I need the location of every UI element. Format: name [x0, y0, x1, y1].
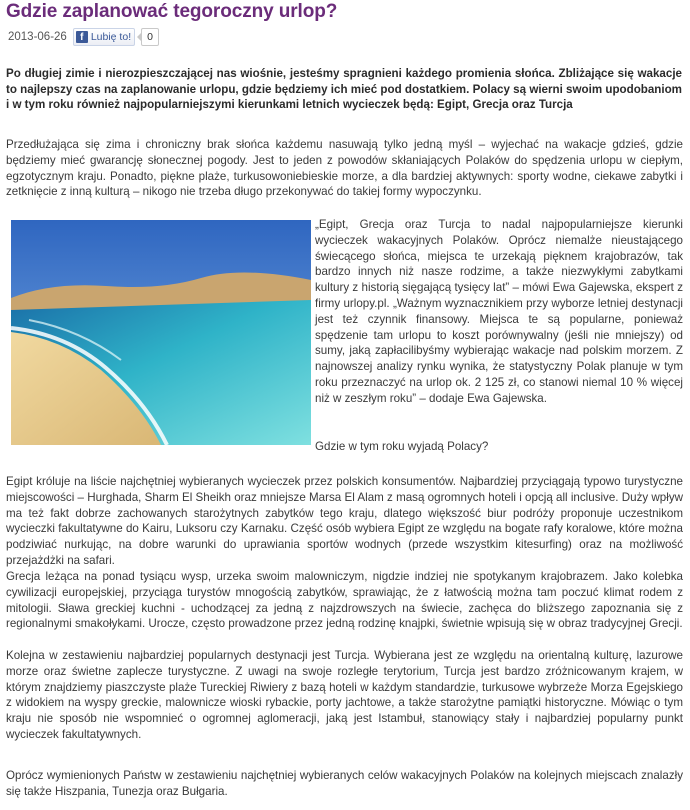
- like-label: Lubię to!: [90, 31, 132, 43]
- turkey-paragraph: Kolejna w zestawieniu najbardziej popularnych destynacji jest Turcja. Wybierana jest ze względu na orientalną kulturę, lazurowe morze oraz świetne zaplecze turystyczne. Z uwagi na swoje rozległe terytorium, Turcja jest bardzo zróżnicowanym krajem, w którym znajdziemy piaszczyste plaże Tureckiej Riwiery z bazą hoteli w każdym standardzie, turkusowe wybrzeże Morza Egejskiego z widokiem na wyspy greckie, malownicze wioski rybackie, porty jachtowe, a także starożytne pamiątki historyczne. Mówiąc o tym kraju nie sposób nie wspomnieć o ogromnej aglomeracji, jaką jest Istambuł, stanowiący stały i najbardziej popularny punkt wycieczek fakultatywnych.: [6, 649, 683, 741]
- section-question: Gdzie w tym roku wyjadą Polacy?: [315, 440, 489, 453]
- publish-date: 2013-06-26: [8, 31, 67, 43]
- like-count: 0: [141, 28, 159, 46]
- article-lead: Po długiej zimie i nierozpieszczającej nas wiośnie, jesteśmy spragnieni każdego promienia słońca. Zbliżające się wakacje to najlepszy czas na zaplanowanie urlopu, gdzie będziemy ich mieć pod dostatkiem. Polacy są wierni swoim upodobaniom i w tym roku również najpopularniejszymi kierunkami letnich wycieczek będą: Egipt, Grecja oraz Turcja: [6, 67, 682, 111]
- article-title[interactable]: Gdzie zaplanować tegoroczny urlop?: [6, 1, 338, 22]
- egypt-paragraph: Egipt króluje na liście najchętniej wybieranych wycieczek przez polskich konsumentów. Najbardziej przyciągają typowo turystyczne miejscowości – Hurghada, Sharm El Sheikh oraz mniejsze Marsa El Alam z masą ogromnych hoteli i opcją all inclusive. Duży wpływ ma też fakt dobrze zachowanych starożytnych zabytków tego kraju, dlatego większość biur podróży proponuje uczestnikom wycieczki fakultatywne do Kairu, Luksoru czy Karnaku. Część osób wybiera Egipt ze względu na bogate rafy koralowe, które można podziwiać nurkując, na dobre warunki do uprawiania sportów wodnych (przede wszystkim kitesurfing) oraz na możliwość przejażdżki na safari.: [6, 475, 683, 567]
- facebook-like-button[interactable]: [73, 28, 135, 46]
- facebook-icon: f: [76, 31, 88, 43]
- article-meta: [8, 27, 159, 47]
- closing-paragraph: Oprócz wymienionych Państw w zestawieniu najchętniej wybieranych celów wakacyjnych Polaków na kolejnych miejscach znalazły się także Hiszpania, Tunezja oraz Bułgaria.: [6, 769, 683, 798]
- beach-photo: [11, 220, 311, 445]
- intro-paragraph: Przedłużająca się zima i chroniczny brak słońca każdemu nasuwają tylko jedną myśl – wyjechać na wakacje gdzieś, gdzie będziemy mieć gwarancję słonecznej pogody. Jest to jeden z powodów skłaniających Polaków do spędzenia urlopu w ciepłym, egzotycznym kraju. Ponadto, piękne plaże, turkusowoniebieskie morze, a dla bardziej aktywnych: sporty wodne, ciekawe zabytki i zetknięcie z inną kulturą – nikogo nie trzeba długo przekonywać do takiej formy wypoczynku.: [6, 138, 683, 199]
- greece-paragraph: Grecja leżąca na ponad tysiącu wysp, urzeka swoim malowniczym, nigdzie indziej nie spotykanym krajobrazem. Jako kolebka cywilizacji europejskiej, przyciąga turystów mnogością zabytków, sprawiając, że z łatwością można tam poczuć klimat rodem z mitologii. Sława greckiej kuchni - uchodzącej za jedną z najzdrowszych na świecie, zachęca do bliższego zapoznania się z regionalnymi smakołykami. Urocze, często prowadzone przez jedną rodzinę knajpki, świetnie wpisują się w obraz tradycyjnej Grecji.: [6, 570, 683, 631]
- expert-quote: „Egipt, Grecja oraz Turcja to nadal najpopularniejsze kierunki wycieczek wakacyjnych Polaków. Oprócz niemalże nieustającego świecącego słońca, miejsca te urzekają pięknem krajobrazów, tak bardzo innych niż nasze rodzime, a także niezwykłymi zabytkami kultury z historią sięgającą tysięcy lat” – mówi Ewa Gajewska, ekspert z firmy urlopy.pl. „Ważnym wyznacznikiem przy wyborze letniej destynacji jest też czynnik finansowy. Miejsca te są popularne, ponieważ spędzenie tam urlopu to koszt porównywalny (jeśli nie mniejszy) od sumy, jaką zapłacilibyśmy wybierając wakacje nad polskim morzem. Z najnowszej analizy rynku wynika, że statystyczny Polak planuje w tym roku przeznaczyć na urlop ok. 2 125 zł, co stanowi niemal 10 % więcej niż w zeszłym roku” – dodaje Ewa Gajewska.: [315, 218, 683, 405]
